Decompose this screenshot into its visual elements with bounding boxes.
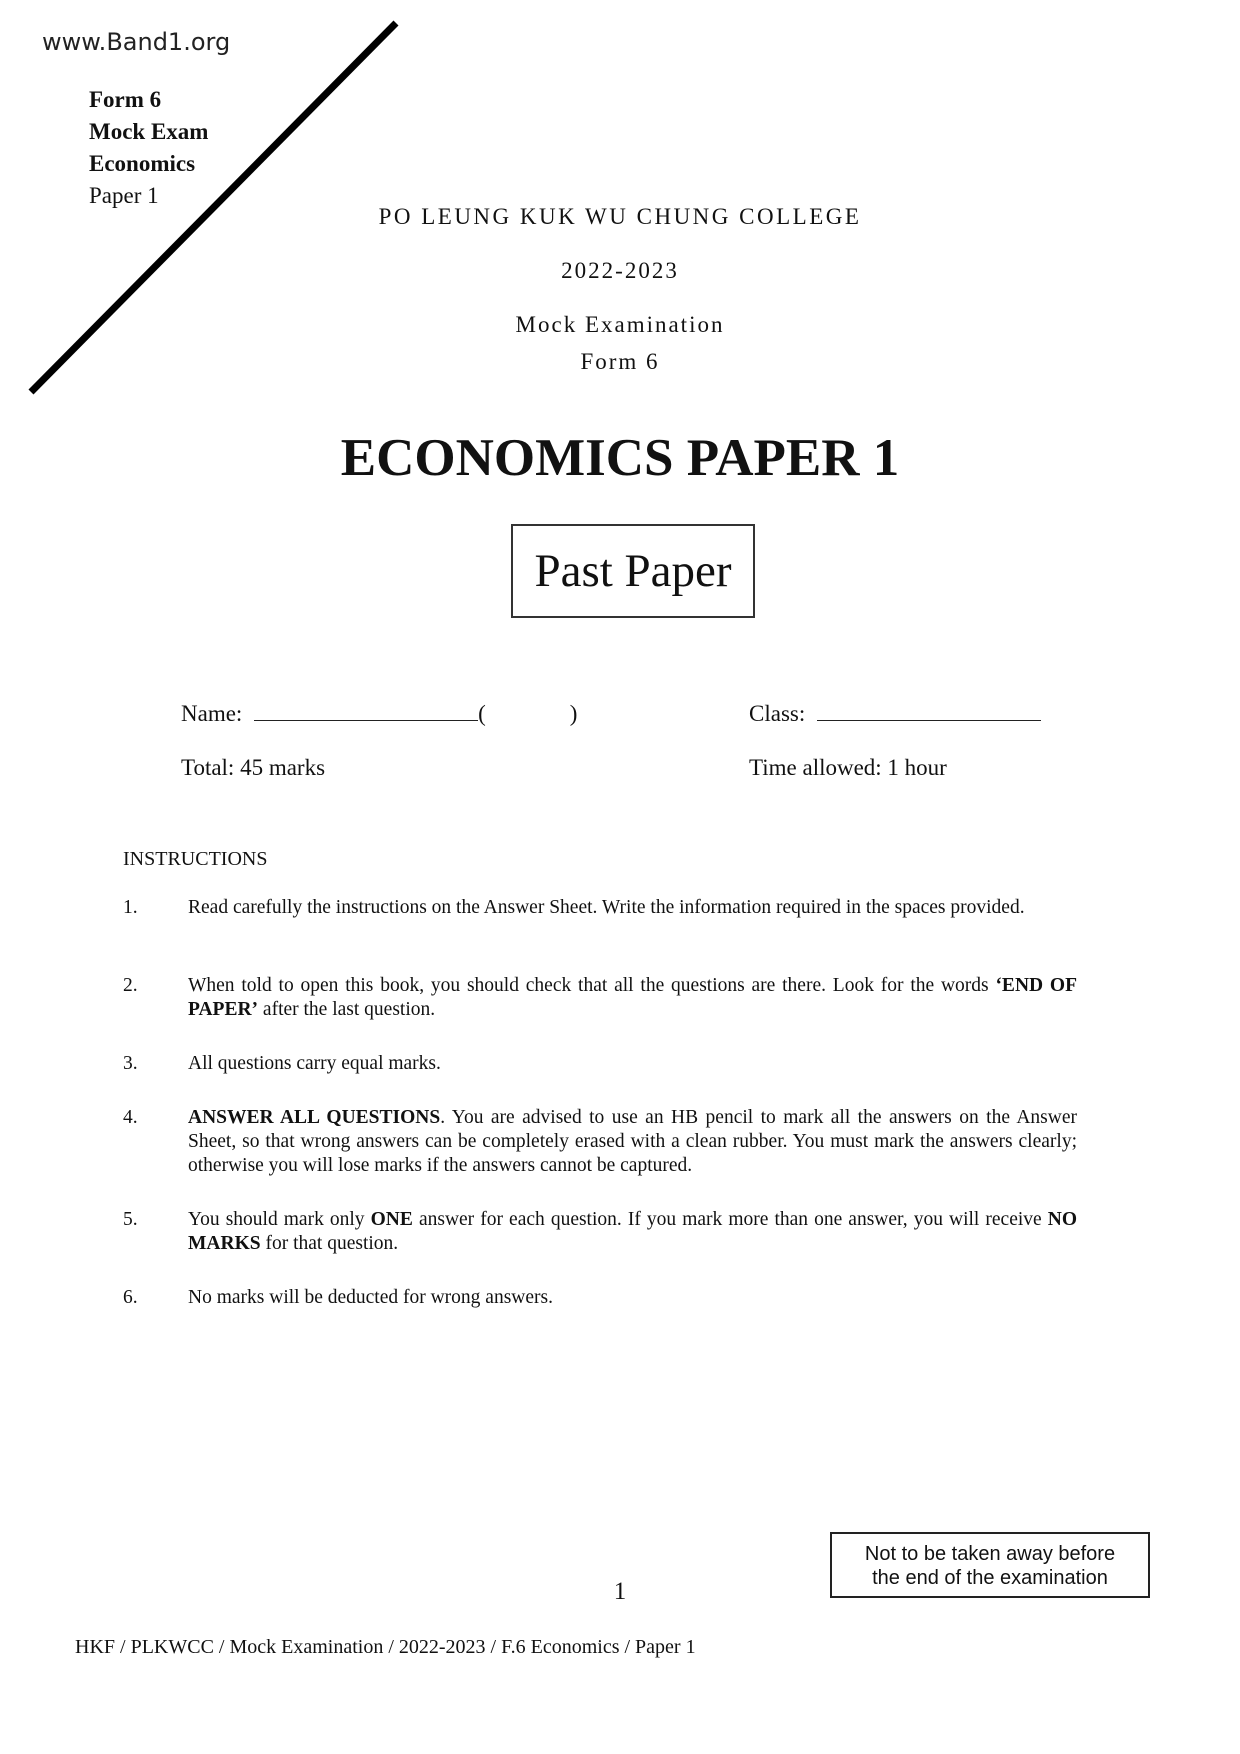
past-paper-stamp: Past Paper: [511, 524, 755, 618]
page-number: 1: [613, 1578, 627, 1605]
class-label: Class:: [749, 701, 806, 726]
school-name: PO LEUNG KUK WU CHUNG COLLEGE: [378, 204, 862, 229]
name-blank: [254, 702, 478, 721]
instructions-heading: INSTRUCTIONS: [123, 848, 268, 870]
page-footer: HKF / PLKWCC / Mock Examination / 2022-2023 / F.6 Economics / Paper 1: [75, 1636, 696, 1658]
corner-mock-exam: Mock Exam: [89, 119, 209, 144]
class-blank: [817, 702, 1041, 721]
corner-form: Form 6: [89, 87, 162, 112]
corner-paper: Paper 1: [89, 183, 159, 208]
instruction-item: 1. Read carefully the instructions on the Answer Sheet. Write the information required in the spaces provided.: [123, 897, 1025, 918]
instruction-item: 5. You should mark only ONE answer for each question. If you mark more than one answer, you will receive NO MARKS for that question.: [123, 1209, 1077, 1254]
instruction-item: 3. All questions carry equal marks.: [123, 1053, 441, 1074]
instruction-item: 2. When told to open this book, you should check that all the questions are there. Look for the words ‘END OF PAPER’ after the last question.: [123, 975, 1077, 1020]
class-field: [749, 701, 1041, 727]
corner-label: [89, 84, 208, 212]
time-allowed: Time allowed: 1 hour: [749, 755, 947, 780]
total-marks: Total: 45 marks: [181, 755, 326, 780]
instruction-item: 6. No marks will be deducted for wrong answers.: [123, 1287, 553, 1308]
paper-title: ECONOMICS PAPER 1: [340, 429, 900, 487]
not-to-be-taken-notice: Not to be taken away before the end of the examination: [830, 1532, 1150, 1598]
form-level: Form 6: [580, 349, 660, 374]
academic-year: 2022-2023: [561, 258, 679, 283]
corner-subject: Economics: [89, 151, 196, 176]
exam-name: Mock Examination: [515, 312, 725, 337]
name-label: Name:: [181, 701, 243, 726]
website-watermark: www.Band1.org: [42, 28, 231, 56]
class-number-open: (: [478, 701, 486, 726]
name-field: [181, 701, 577, 727]
class-number-close: ): [569, 701, 578, 726]
instruction-item: 4. ANSWER ALL QUESTIONS. You are advised to use an HB pencil to mark all the answers on the Answer Sheet, so that wrong answers can be completely erased with a clean rubber. You must mark the answers clearly; otherwise you will lose marks if the answers cannot be captured.: [123, 1107, 1077, 1176]
